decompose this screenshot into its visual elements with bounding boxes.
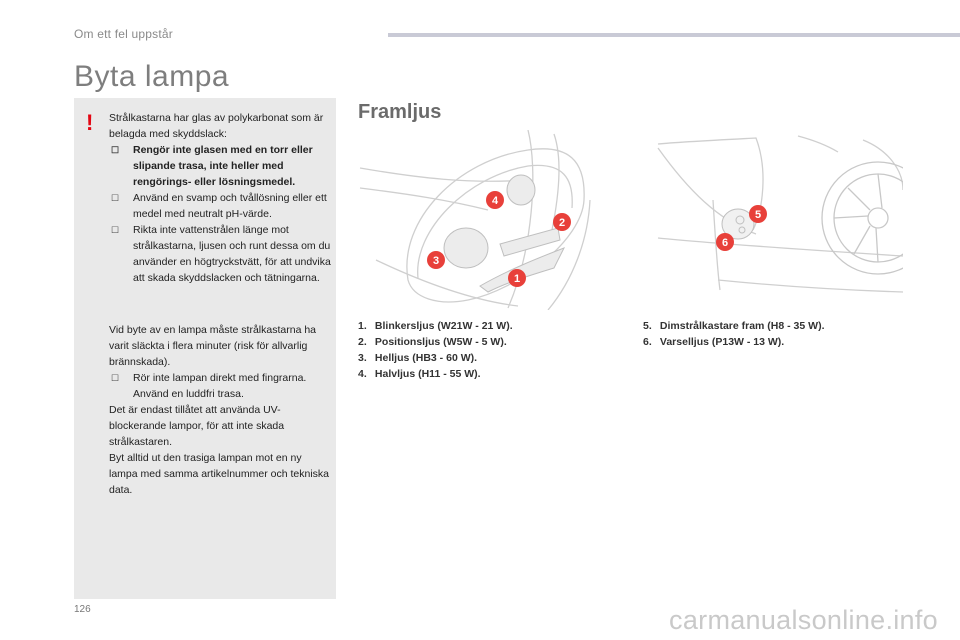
svg-text:2: 2 bbox=[558, 217, 566, 229]
watermark: carmanualsonline.info bbox=[669, 605, 938, 635]
legend-item: 3. Helljus (HB3 - 60 W). bbox=[358, 352, 478, 364]
warning-bullet-1: ☐ Rengör inte glasen med en torr eller slipande trasa, inte heller med rengörings- eller lösningsmedel. bbox=[111, 144, 313, 188]
legend-item: 4. Halvljus (H11 - 55 W). bbox=[358, 368, 481, 380]
page-number: 126 bbox=[74, 604, 91, 615]
bullet-icon: ☐ bbox=[111, 373, 120, 383]
section-divider bbox=[388, 33, 960, 37]
svg-text:3: 3 bbox=[432, 255, 440, 267]
legend-item: 1. Blinkersljus (W21W - 21 W). bbox=[358, 320, 513, 332]
warning-text bbox=[109, 110, 331, 498]
bulb-legend-right bbox=[643, 318, 824, 350]
callout-1 bbox=[508, 269, 526, 287]
section-heading: Framljus bbox=[358, 101, 442, 123]
callout-6 bbox=[716, 233, 734, 251]
svg-text:1: 1 bbox=[513, 273, 521, 285]
exclamation-icon: ! bbox=[86, 110, 94, 135]
page-title: Byta lampa bbox=[74, 60, 230, 93]
warning-para2-intro: Vid byte av en lampa måste strålkastarna ha varit släckta i flera minuter (risk för allvarlig brännskada). bbox=[109, 324, 317, 368]
headlight-illustration bbox=[358, 130, 903, 310]
warning-bullet-2: ☐ Använd en svamp och tvållösning eller ett medel med neutralt pH-värde. bbox=[111, 192, 327, 220]
callout-2 bbox=[553, 213, 571, 231]
bulb-legend-left bbox=[358, 318, 513, 382]
bullet-icon: ☐ bbox=[111, 193, 120, 203]
legend-item: 5. Dimstrålkastare fram (H8 - 35 W). bbox=[643, 320, 825, 332]
warning-bullet-3: ☐ Rikta inte vattenstrålen länge mot strålkastarna, ljusen och runt dessa om du använder en högtryckstvätt, för att undvika att skada skyddslacken och tätningarna. bbox=[111, 224, 331, 284]
svg-text:4: 4 bbox=[491, 195, 499, 207]
callout-5 bbox=[749, 205, 767, 223]
legend-item: 6. Varselljus (P13W - 13 W). bbox=[643, 336, 785, 348]
bullet-icon: ☐ bbox=[111, 145, 120, 155]
warning-intro: Strålkastarna har glas av polykarbonat som är belagda med skyddslack: bbox=[109, 112, 324, 140]
warning-para2-text1: Det är endast tillåtet att använda UV-blockerande lampor, för att inte skada strålkastaren. bbox=[109, 404, 285, 448]
warning-para2-bullet: ☐ Rör inte lampan direkt med fingrarna. Använd en luddfri trasa. bbox=[111, 372, 307, 400]
callout-3 bbox=[427, 251, 445, 269]
svg-text:6: 6 bbox=[721, 237, 729, 249]
warning-para2-text2: Byt alltid ut den trasiga lampan mot en ny lampa med samma artikelnummer och tekniska data. bbox=[109, 452, 329, 496]
legend-item: 2. Positionsljus (W5W - 5 W). bbox=[358, 336, 507, 348]
section-label: Om ett fel uppstår bbox=[74, 27, 173, 41]
bullet-icon: ☐ bbox=[111, 225, 120, 235]
svg-text:5: 5 bbox=[754, 209, 762, 221]
callout-4 bbox=[486, 191, 504, 209]
